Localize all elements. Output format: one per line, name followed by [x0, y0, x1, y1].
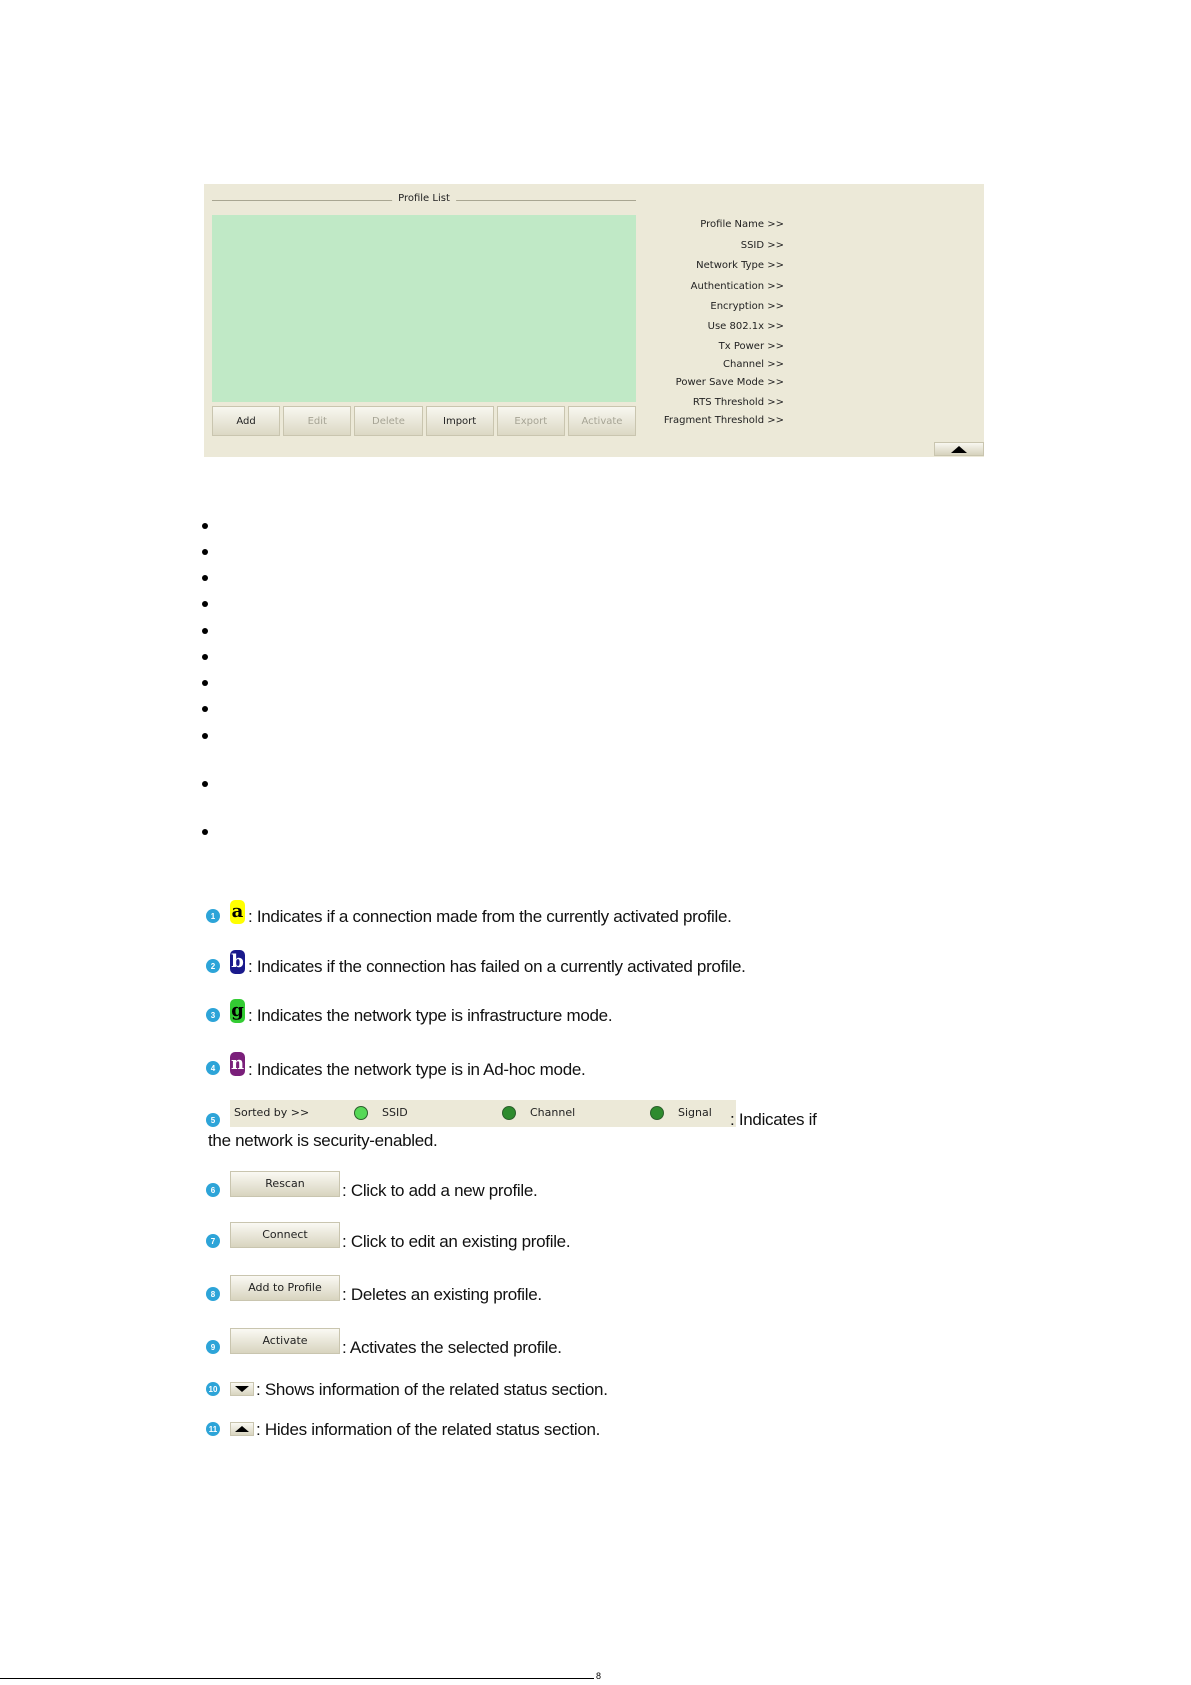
- ssid-label: SSID >>: [740, 240, 784, 251]
- ssid-option-label: SSID: [382, 1106, 408, 1119]
- bullet-6: [202, 654, 208, 660]
- legend-text-11: : Hides information of the related status section.: [256, 1420, 601, 1439]
- legend-text-7: : Click to edit an existing profile.: [342, 1232, 571, 1251]
- bullet-10: [202, 781, 208, 787]
- legend-item-6: [206, 1171, 706, 1205]
- bullet-3: [202, 575, 208, 581]
- up-arrow-icon: [235, 1426, 249, 1432]
- encryption-label: Encryption >>: [710, 301, 784, 312]
- legend-text-3: : Indicates the network type is infrastructure mode.: [248, 1006, 613, 1025]
- number-badge: 9: [206, 1340, 220, 1354]
- bullet-11: [202, 829, 208, 835]
- infrastructure-g-icon: g: [231, 1000, 244, 1021]
- number-badge: 5: [206, 1113, 220, 1127]
- import-button[interactable]: Import: [426, 406, 494, 436]
- delete-button[interactable]: Delete: [354, 406, 422, 436]
- profile-name-label: Profile Name >>: [700, 219, 784, 230]
- edit-button[interactable]: Edit: [283, 406, 351, 436]
- profile-panel: [204, 184, 984, 457]
- channel-label: Channel >>: [723, 359, 784, 370]
- legend-text-4: : Indicates the network type is in Ad-hoc mode.: [248, 1060, 586, 1079]
- sorted-by-bar: [230, 1100, 736, 1127]
- activate-legend-button[interactable]: Activate: [230, 1328, 340, 1354]
- number-badge: 6: [206, 1183, 220, 1197]
- down-arrow-button[interactable]: [230, 1382, 254, 1396]
- legend-item-5: [206, 1100, 846, 1152]
- page-number: 8: [596, 1671, 602, 1681]
- connected-a-icon: a: [231, 901, 244, 922]
- use-8021x-label: Use 802.1x >>: [707, 321, 784, 332]
- legend-item-9: [206, 1328, 706, 1362]
- profile-list-box[interactable]: [212, 215, 636, 402]
- channel-radio[interactable]: [502, 1106, 516, 1120]
- legend-text-2: : Indicates if the connection has failed on a currently activated profile.: [248, 957, 746, 976]
- up-arrow-icon: [951, 446, 967, 453]
- tx-power-label: Tx Power >>: [718, 341, 784, 352]
- bullet-8: [202, 706, 208, 712]
- bullet-2: [202, 549, 208, 555]
- bullet-5: [202, 628, 208, 634]
- profile-info-labels: [624, 184, 784, 434]
- legend-text-6: : Click to add a new profile.: [342, 1181, 538, 1200]
- legend-item-10: [206, 1381, 706, 1415]
- profile-list-title: Profile List: [392, 193, 456, 204]
- down-arrow-icon: [235, 1386, 249, 1392]
- up-arrow-button[interactable]: [230, 1422, 254, 1436]
- signal-option-label: Signal: [678, 1106, 712, 1119]
- fragment-threshold-label: Fragment Threshold >>: [663, 415, 784, 426]
- number-badge: 2: [206, 959, 220, 973]
- export-button[interactable]: Export: [497, 406, 565, 436]
- add-to-profile-button[interactable]: Add to Profile: [230, 1275, 340, 1301]
- connect-button[interactable]: Connect: [230, 1222, 340, 1248]
- channel-option-label: Channel: [530, 1106, 576, 1119]
- rts-threshold-label: RTS Threshold >>: [692, 397, 784, 408]
- legend-text-9: : Activates the selected profile.: [342, 1338, 562, 1357]
- number-badge: 4: [206, 1061, 220, 1075]
- profile-list-header: [212, 193, 636, 207]
- legend-text-1: : Indicates if a connection made from the currently activated profile.: [248, 907, 732, 926]
- rescan-button[interactable]: Rescan: [230, 1171, 340, 1197]
- legend-item-7: [206, 1222, 706, 1256]
- profile-button-row: [212, 406, 636, 436]
- number-badge: 3: [206, 1008, 220, 1022]
- bullet-9: [202, 733, 208, 739]
- network-type-label: Network Type >>: [696, 260, 784, 271]
- collapse-toggle-button[interactable]: [934, 442, 984, 456]
- signal-radio[interactable]: [650, 1106, 664, 1120]
- legend-item-11: [206, 1421, 706, 1455]
- number-badge: 11: [206, 1422, 220, 1436]
- bullet-4: [202, 601, 208, 607]
- bullet-7: [202, 680, 208, 686]
- legend-text-8: : Deletes an existing profile.: [342, 1285, 542, 1304]
- legend-text-5a: : Indicates if: [730, 1110, 817, 1129]
- legend-text-5b: the network is security-enabled.: [208, 1131, 438, 1150]
- power-save-mode-label: Power Save Mode >>: [675, 377, 784, 388]
- number-badge: 8: [206, 1287, 220, 1301]
- add-button[interactable]: Add: [212, 406, 280, 436]
- legend-item-8: [206, 1275, 706, 1309]
- failed-b-icon: b: [231, 951, 244, 972]
- authentication-label: Authentication >>: [690, 281, 784, 292]
- activate-button[interactable]: Activate: [568, 406, 636, 436]
- adhoc-n-icon: n: [230, 1053, 245, 1074]
- bullet-1: [202, 523, 208, 529]
- sorted-by-label: Sorted by >>: [234, 1106, 310, 1119]
- legend-text-10: : Shows information of the related status section.: [256, 1380, 608, 1399]
- ssid-radio[interactable]: [354, 1106, 368, 1120]
- number-badge: 10: [206, 1382, 220, 1396]
- number-badge: 7: [206, 1234, 220, 1248]
- footer-divider: [0, 1678, 594, 1679]
- number-badge: 1: [206, 909, 220, 923]
